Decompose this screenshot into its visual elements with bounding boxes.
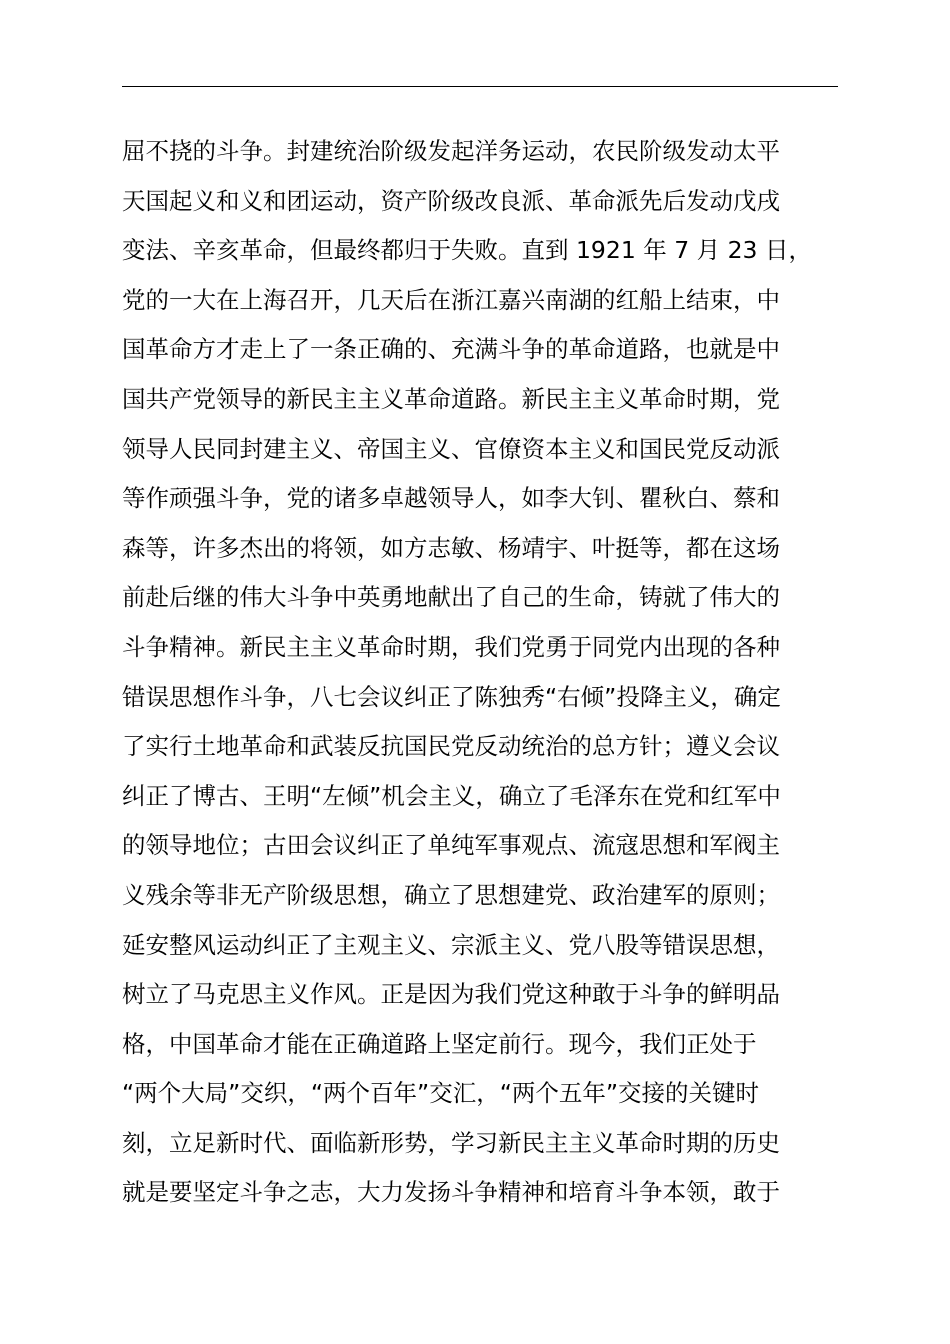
text-line: 斗争精神。新民主主义革命时期，我们党勇于同党内出现的各种 — [122, 632, 780, 661]
text-line: 就是要坚定斗争之志，大力发扬斗争精神和培育斗争本领，敢于 — [122, 1178, 780, 1207]
text-line: 森等，许多杰出的将领，如方志敏、杨靖宇、叶挺等，都在这场 — [122, 533, 780, 562]
text-line: 纠正了博古、王明“左倾”机会主义，确立了毛泽东在党和红军中 — [122, 781, 781, 810]
text-line: 变法、辛亥革命，但最终都归于失败。直到 1921 年 7 月 23 日， — [122, 236, 812, 265]
text-line: 等作顽强斗争，党的诸多卓越领导人，如李大钊、瞿秋白、蔡和 — [122, 484, 780, 513]
text-line: 延安整风运动纠正了主观主义、宗派主义、党八股等错误思想， — [122, 930, 780, 959]
text-line: 天国起义和义和团运动，资产阶级改良派、革命派先后发动戊戌 — [122, 186, 780, 215]
text-line: 了实行土地革命和武装反抗国民党反动统治的总方针；遵义会议 — [122, 732, 780, 761]
text-line: 刻，立足新时代、面临新形势，学习新民主主义革命时期的历史 — [122, 1128, 780, 1157]
text-line: 格，中国革命才能在正确道路上坚定前行。现今，我们正处于 — [122, 1029, 757, 1058]
text-line: 树立了马克思主义作风。正是因为我们党这种敢于斗争的鲜明品 — [122, 980, 780, 1009]
text-line: 屈不挠的斗争。封建统治阶级发起洋务运动，农民阶级发动太平 — [122, 137, 780, 165]
text-line: 领导人民同封建主义、帝国主义、官僚资本主义和国民党反动派 — [122, 434, 780, 463]
text-line: 前赴后继的伟大斗争中英勇地献出了自己的生命，铸就了伟大的 — [122, 583, 780, 612]
text-line: 错误思想作斗争，八七会议纠正了陈独秀“右倾”投降主义，确定 — [122, 682, 781, 711]
text-line: 国共产党领导的新民主主义革命道路。新民主主义革命时期，党 — [122, 384, 780, 413]
text-line: 义残余等非无产阶级思想，确立了思想建党、政治建军的原则； — [122, 880, 780, 909]
body-text — [122, 127, 882, 1218]
text-line: 党的一大在上海召开，几天后在浙江嘉兴南湖的红船上结束，中 — [122, 285, 780, 314]
text-line: 国革命方才走上了一条正确的、充满斗争的革命道路，也就是中 — [122, 335, 780, 364]
text-line: 的领导地位；古田会议纠正了单纯军事观点、流寇思想和军阀主 — [122, 831, 780, 860]
header-rule — [122, 86, 838, 87]
text-line: “两个大局”交织，“两个百年”交汇，“两个五年”交接的关键时 — [122, 1079, 760, 1108]
